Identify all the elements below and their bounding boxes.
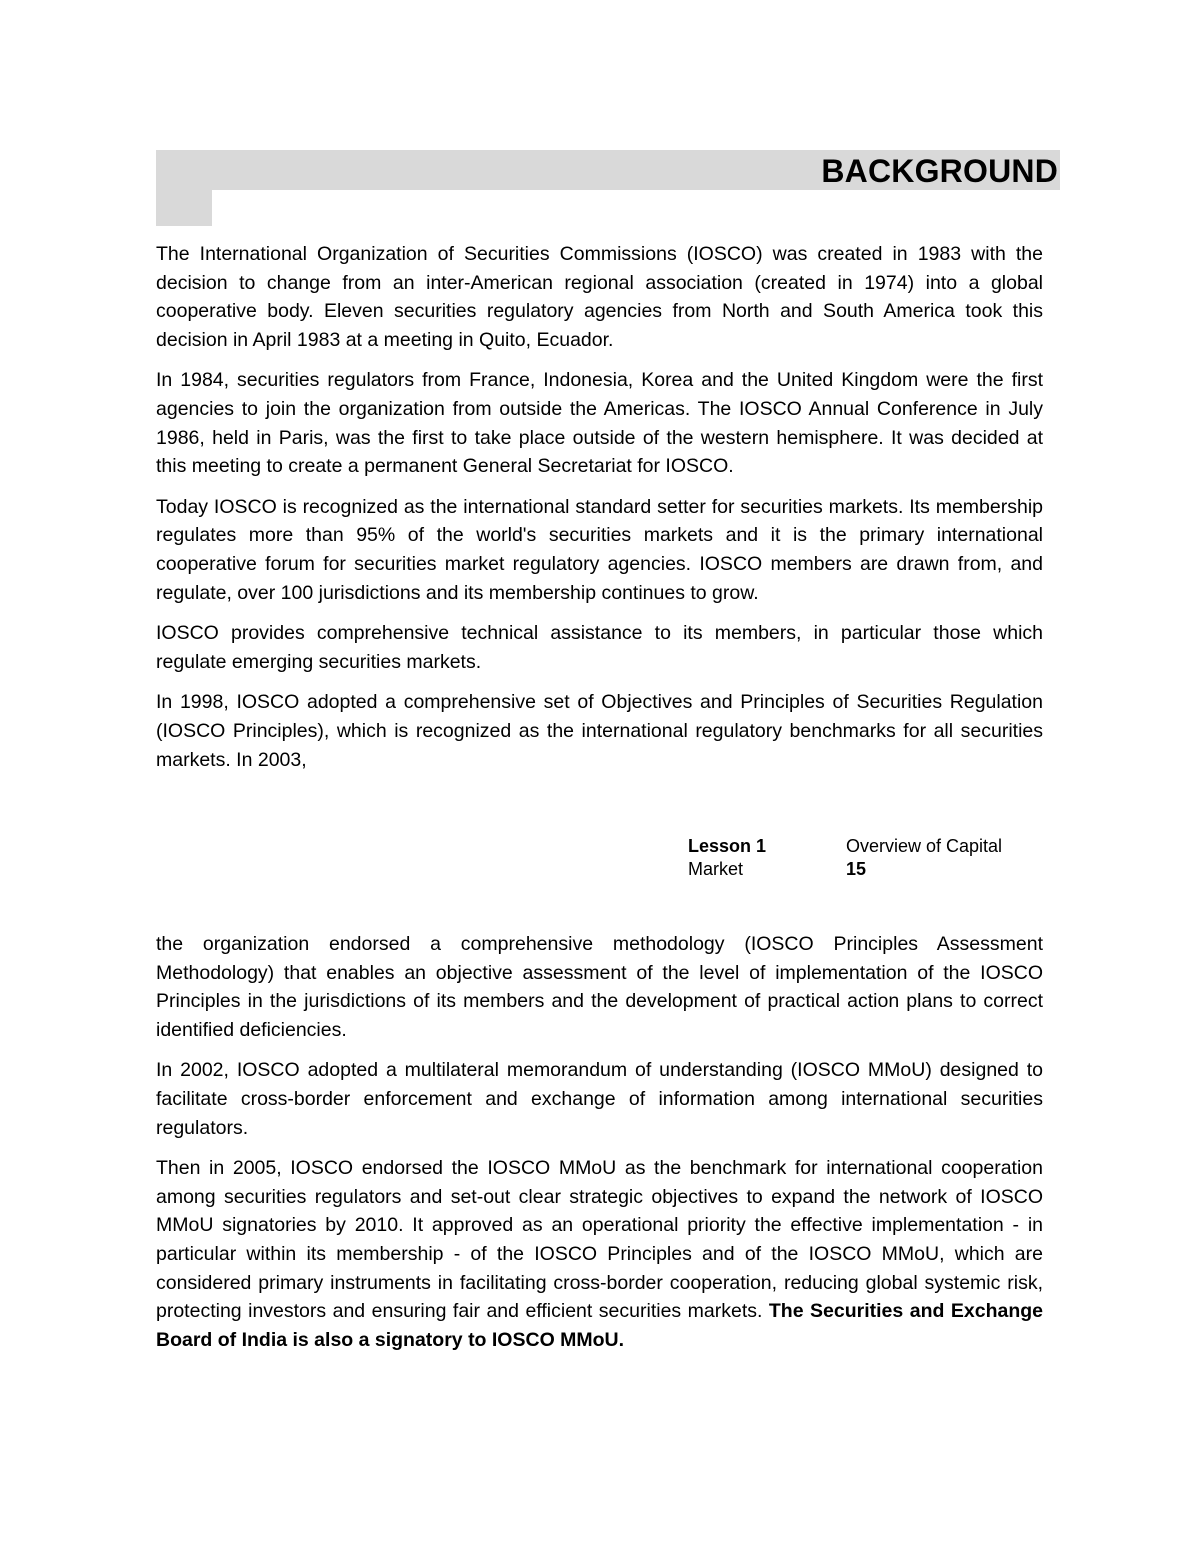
paragraph-mmou-2005-text: Then in 2005, IOSCO endorsed the IOSCO MMoU as the benchmark for international cooperation among securities regulators and set-out clear strategic objectives to expand the network of IOSCO MMoU signatories by 2010. It approved as an operational priority the effective implementation - in particular within its membership - of the IOSCO Principles and of the IOSCO MMoU, which are considered primary instruments in facilitating cross-border cooperation, reducing global systemic risk, protecting investors and ensuring fair and efficient securities markets. (156, 1157, 1043, 1323)
paragraph-standard-setter: Today IOSCO is recognized as the international standard setter for securities markets. Its membership regulates more than 95% of the world's securities markets and it is the primary international cooperative forum for securities market regulatory agencies. IOSCO members are drawn from, and regulate, over 100 jurisdictions and its membership continues to grow. (156, 495, 1043, 604)
paragraph-iosco-origin: The International Organization of Securities Commissions (IOSCO) was created in 1983 with the decision to change from an inter-American regional association (created in 1974) into a global cooperative body. Eleven securities regulatory agencies from North and South America took this decision in April 1983 at a meeting in Quito, Ecuador. (156, 243, 1043, 351)
lesson-title-continued: Market (688, 859, 744, 879)
page-footer (688, 835, 1048, 881)
lesson-label: Lesson 1 (688, 836, 767, 856)
section-title: BACKGROUND (821, 153, 1058, 189)
lesson-title: Overview of Capital (846, 836, 1003, 856)
paragraph-mmou-2005 (156, 1154, 1043, 1354)
sebi-signatory-note: The Securities and Exchange Board of India is also a signatory to IOSCO MMoU. (156, 1300, 1043, 1351)
header-tab-decoration (156, 190, 212, 226)
paragraph-methodology: the organization endorsed a comprehensive methodology (IOSCO Principles Assessment Methodology) that enables an objective assessment of the level of implementation of the IOSCO Principles in the jurisdictions of its members and the development of practical action plans to correct identified deficiencies. (156, 933, 1043, 1041)
section-two-body (156, 930, 1043, 1354)
section-one-body (156, 240, 1043, 774)
paragraph-principles-1998: In 1998, IOSCO adopted a comprehensive set of Objectives and Principles of Securities Regulation (IOSCO Principles), which is recognized as the international regulatory benchmarks for all securities markets. In 2003, (156, 691, 1043, 771)
footer-row-1 (688, 835, 1048, 858)
paragraph-first-members: In 1984, securities regulators from France, Indonesia, Korea and the United Kingdom were the first agencies to join the organization from outside the Americas. The IOSCO Annual Conference in July 1986, held in Paris, was the first to take place outside of the western hemisphere. It was decided at this meeting to create a permanent General Secretariat for IOSCO. (156, 369, 1043, 478)
paragraph-technical-assistance: IOSCO provides comprehensive technical assistance to its members, in particular those which regulate emerging securities markets. (156, 622, 1043, 673)
paragraph-mmou-2002: In 2002, IOSCO adopted a multilateral memorandum of understanding (IOSCO MMoU) designed to facilitate cross-border enforcement and exchange of information among international securities regulators. (156, 1059, 1043, 1139)
footer-row-2 (688, 858, 1048, 881)
page-number: 15 (846, 859, 867, 879)
